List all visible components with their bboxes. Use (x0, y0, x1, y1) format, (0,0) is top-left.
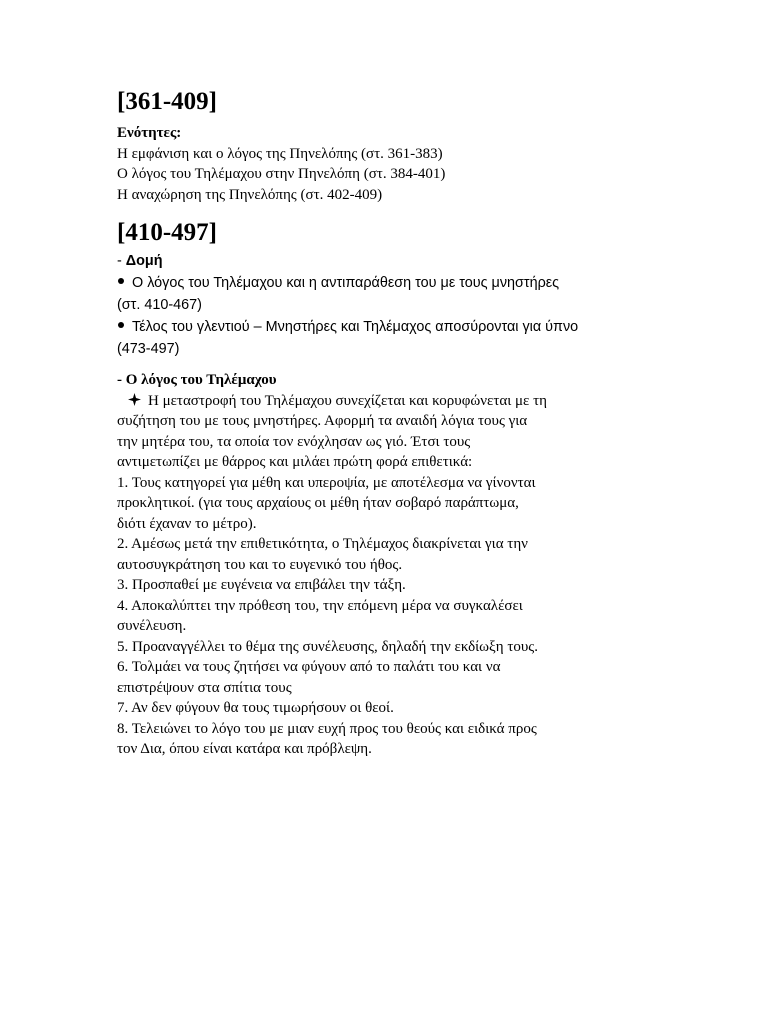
bullet-continuation: (473-497) (117, 341, 180, 357)
intro-line: συζήτηση του με τους μνηστήρες. Αφορμή τα αναιδή λόγια τους για (117, 413, 528, 429)
speech-heading: - Ο λόγος του Τηλέμαχου (117, 372, 277, 388)
intro-first-line (117, 391, 717, 412)
structure-bullet (117, 316, 717, 338)
unit-line: Η εμφάνιση και ο λόγος της Πηνελόπης (στ. 361-383) (117, 145, 443, 162)
section-heading-410-497: [410-497] (117, 219, 217, 246)
point-line: τον Δια, όπου είναι κατάρα και πρόβλεψη. (117, 741, 372, 757)
bullet-icon (118, 322, 124, 328)
point-line: αυτοσυγκράτηση του και το ευγενικό του ήθος. (117, 556, 403, 573)
structure-bullet (117, 272, 717, 294)
bullet-text: Τέλος του γλεντιού – Μνηστήρες και Τηλέμαχος αποσύρονται για ύπνο (132, 319, 579, 335)
intro-line: την μητέρα του, τα οποία τον ενόχλησαν ως γιό. Έτσι τους (117, 433, 471, 450)
intro-line: αντιμετωπίζει με θάρρος και μιλάει πρώτη φορά επιθετικά: (117, 454, 473, 470)
point-line: 1. Τους κατηγορεί για μέθη και υπεροψία, με αποτέλεσμα να γίνονται (117, 474, 536, 491)
point-line: επιστρέψουν στα σπίτια τους (117, 679, 292, 696)
point-line: 8. Τελειώνει το λόγο του με μιαν ευχή προς του θεούς και ειδικά προς (117, 720, 537, 737)
bullet-continuation: (στ. 410-467) (117, 297, 202, 313)
intro-text: Η μεταστροφή του Τηλέμαχου συνεχίζεται και κορυφώνεται με τη (148, 392, 547, 409)
unit-line: Ο λόγος του Τηλέμαχου στην Πηνελόπη (στ. 384-401) (117, 166, 446, 182)
structure-label: Δομή (125, 253, 163, 269)
point-line: 7. Αν δεν φύγουν θα τους τιμωρήσουν οι θεοί. (117, 700, 394, 716)
point-line: 4. Αποκαλύπτει την πρόθεση του, την επόμενη μέρα να συγκαλέσει (117, 597, 523, 614)
unit-line: Η αναχώρηση της Πηνελόπης (στ. 402-409) (117, 186, 383, 203)
bullet-text: Ο λόγος του Τηλέμαχου και η αντιπαράθεση του με τους μνηστήρες (132, 275, 560, 291)
point-line: προκλητικοί. (για τους αρχαίους οι μέθη ήταν σοβαρό παράπτωμα, (117, 495, 519, 511)
point-line: διότι έχαναν το μέτρο). (117, 515, 257, 532)
point-line: 3. Προσπαθεί με ευγένεια να επιβάλει την τάξη. (117, 577, 406, 593)
structure-prefix: - (117, 253, 126, 269)
bullet-icon (118, 278, 124, 284)
units-label: Ενότητες: (117, 125, 182, 141)
points-list (117, 473, 717, 760)
point-line: 2. Αμέσως μετά την επιθετικότητα, ο Τηλέμαχος διακρίνεται για την (117, 536, 528, 552)
point-line: 5. Προαναγγέλλει το θέμα της συνέλευσης, δηλαδή την εκδίωξη τους. (117, 638, 538, 655)
structure-heading (117, 250, 717, 272)
point-line: 6. Τολμάει να τους ζητήσει να φύγουν από το παλάτι του και να (117, 659, 501, 675)
diamond-bullet-icon (128, 393, 141, 406)
section-heading-361-409: [361-409] (117, 88, 217, 115)
document-page (117, 86, 717, 760)
point-line: συνέλευση. (117, 618, 187, 634)
